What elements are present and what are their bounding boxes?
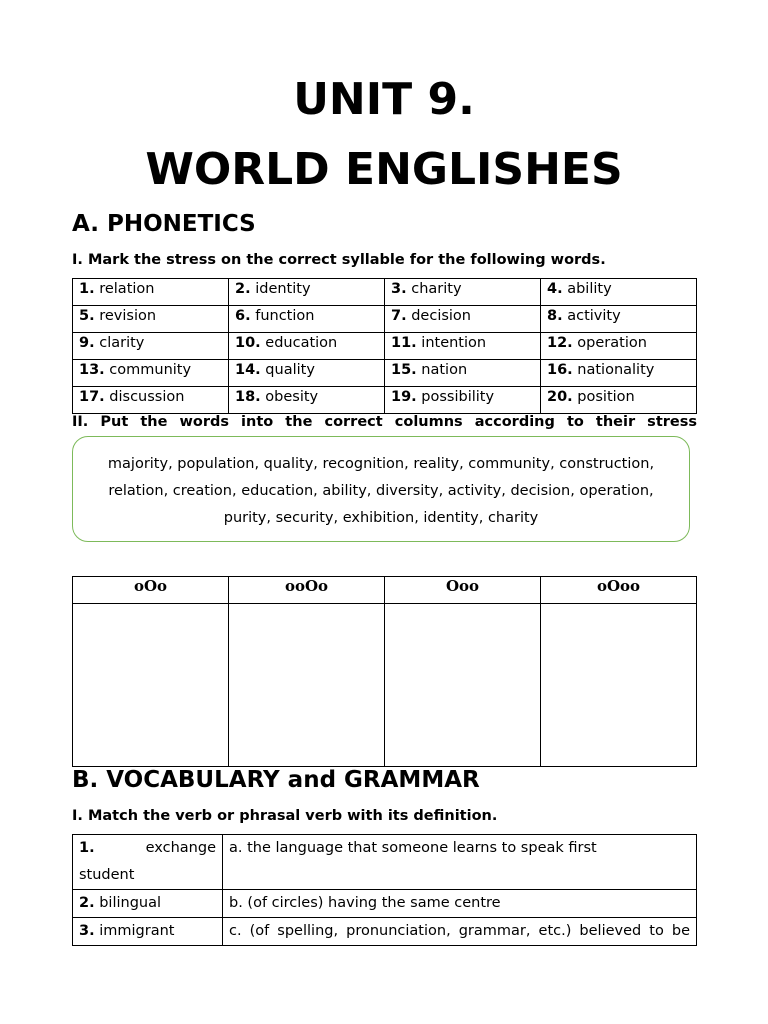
word-cell xyxy=(73,279,229,306)
word-text: function xyxy=(255,308,315,324)
word-text: revision xyxy=(99,308,157,324)
word-cell xyxy=(385,333,541,360)
match-term-text: exchange xyxy=(145,840,216,856)
section-b-heading: B. VOCABULARY and GRAMMAR xyxy=(72,767,480,793)
answer-cell[interactable] xyxy=(229,604,385,767)
word-cell xyxy=(385,387,541,414)
word-text: nationality xyxy=(577,362,655,378)
word-text: discussion xyxy=(109,389,185,405)
word-cell xyxy=(541,360,697,387)
match-term xyxy=(73,918,223,946)
word-number: 4. xyxy=(547,281,563,297)
word-cell xyxy=(73,387,229,414)
word-cell xyxy=(73,333,229,360)
word-cell xyxy=(385,306,541,333)
word-cell xyxy=(229,306,385,333)
word-text: charity xyxy=(411,281,462,297)
word-box xyxy=(72,436,690,542)
word-box-line: relation, creation, education, ability, diversity, activity, decision, operation, xyxy=(108,483,654,499)
word-row xyxy=(73,333,697,360)
match-term-text: bilingual xyxy=(99,895,162,911)
column-header: Ooo xyxy=(385,577,541,604)
word-row xyxy=(73,387,697,414)
word-text: operation xyxy=(577,335,647,351)
word-box-line: majority, population, quality, recognition, reality, community, construction, xyxy=(107,456,655,472)
word-text: relation xyxy=(99,281,155,297)
answer-cell[interactable] xyxy=(385,604,541,767)
word-box-line: purity, security, exhibition, identity, charity xyxy=(223,510,539,526)
column-header: ooOo xyxy=(229,577,385,604)
word-cell xyxy=(73,306,229,333)
word-number: 8. xyxy=(547,308,563,324)
word-number: 6. xyxy=(235,308,251,324)
word-cell xyxy=(541,279,697,306)
word-cell xyxy=(229,333,385,360)
word-number: 18. xyxy=(235,389,261,405)
word-cell xyxy=(229,387,385,414)
word-number: 15. xyxy=(391,362,417,378)
match-definition: a. the language that someone learns to speak first xyxy=(223,835,697,890)
unit-subtitle: WORLD ENGLISHES xyxy=(145,144,623,195)
word-text: education xyxy=(265,335,338,351)
unit-title: UNIT 9. xyxy=(293,74,475,125)
match-term-text-2: student xyxy=(79,867,135,883)
word-text: identity xyxy=(255,281,311,297)
word-number: 14. xyxy=(235,362,261,378)
stress-words-table xyxy=(72,278,697,414)
word-text: quality xyxy=(265,362,315,378)
word-number: 3. xyxy=(391,281,407,297)
match-table xyxy=(72,834,697,946)
word-number: 2. xyxy=(235,281,251,297)
word-text: decision xyxy=(411,308,471,324)
word-text: activity xyxy=(567,308,621,324)
word-number: 7. xyxy=(391,308,407,324)
word-number: 20. xyxy=(547,389,573,405)
match-term-text: immigrant xyxy=(99,923,175,939)
match-term xyxy=(73,835,223,890)
word-number: 16. xyxy=(547,362,573,378)
word-number: 17. xyxy=(79,389,105,405)
word-cell xyxy=(385,279,541,306)
word-text: clarity xyxy=(99,335,145,351)
word-cell xyxy=(229,360,385,387)
word-row xyxy=(73,306,697,333)
section-a-task1: I. Mark the stress on the correct syllable for the following words. xyxy=(72,252,606,268)
answer-cell[interactable] xyxy=(73,604,229,767)
word-number: 19. xyxy=(391,389,417,405)
match-definition: c. (of spelling, pronunciation, grammar, etc.) believed to be xyxy=(223,918,697,946)
word-cell xyxy=(73,360,229,387)
word-text: obesity xyxy=(265,389,319,405)
section-b-task1: I. Match the verb or phrasal verb with its definition. xyxy=(72,808,498,824)
word-cell xyxy=(541,333,697,360)
word-text: ability xyxy=(567,281,612,297)
word-number: 1. xyxy=(79,281,95,297)
word-row xyxy=(73,360,697,387)
match-term xyxy=(73,890,223,918)
stress-columns-table xyxy=(72,576,697,767)
word-number: 12. xyxy=(547,335,573,351)
word-text: possibility xyxy=(421,389,495,405)
word-row xyxy=(73,279,697,306)
section-a-task2: II. Put the words into the correct columns according to their stress xyxy=(72,414,697,430)
word-cell xyxy=(541,306,697,333)
word-number: 10. xyxy=(235,335,261,351)
match-term-number: 1. xyxy=(79,840,95,856)
word-number: 13. xyxy=(79,362,105,378)
word-number: 11. xyxy=(391,335,417,351)
word-text: community xyxy=(109,362,192,378)
match-term-number: 2. xyxy=(79,895,95,911)
match-term-number: 3. xyxy=(79,923,95,939)
column-header: oOo xyxy=(73,577,229,604)
word-number: 9. xyxy=(79,335,95,351)
word-cell xyxy=(229,279,385,306)
word-cell xyxy=(385,360,541,387)
word-text: position xyxy=(577,389,635,405)
word-text: nation xyxy=(421,362,468,378)
column-header: oOoo xyxy=(541,577,697,604)
answer-cell[interactable] xyxy=(541,604,697,767)
match-definition: b. (of circles) having the same centre xyxy=(223,890,697,918)
section-a-heading: A. PHONETICS xyxy=(72,211,256,237)
word-text: intention xyxy=(421,335,487,351)
word-cell xyxy=(541,387,697,414)
word-number: 5. xyxy=(79,308,95,324)
